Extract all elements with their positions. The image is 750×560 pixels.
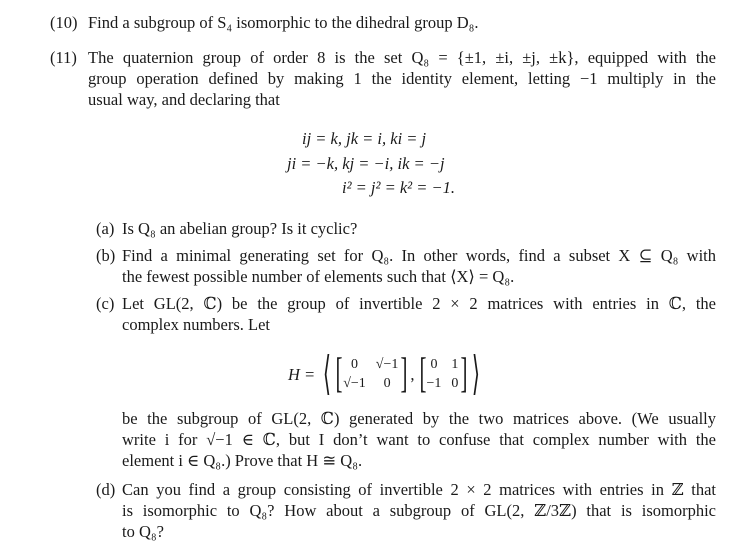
matrix-entry: 0 <box>451 376 459 391</box>
part-body <box>122 293 716 335</box>
text-line: Can you find a group consisting of invertible 2 × 2 matrices with entries in ℤ that <box>122 480 716 499</box>
part-body <box>122 408 716 471</box>
problem-body <box>88 47 716 110</box>
matrix-entry: 0 <box>430 357 438 372</box>
comma: , <box>410 364 415 384</box>
matrix-2 <box>427 355 459 393</box>
matrix-entry: −1 <box>426 376 442 391</box>
part-body <box>122 479 716 542</box>
part-label: (a) <box>96 219 115 238</box>
matrix-entry: 0 <box>350 357 358 372</box>
part-label: (b) <box>96 246 116 265</box>
matrix-entry: 0 <box>383 376 391 391</box>
text-line: to Q₈? <box>122 522 164 541</box>
text-line: be the subgroup of GL(2, ℂ) generated by the two matrices above. (We usually <box>122 409 716 428</box>
left-angle-bracket: ⟨ <box>323 348 332 399</box>
text-line: is isomorphic to Q₈? How about a subgroup of GL(2, ℤ/3ℤ) that is isomorphic <box>122 501 716 520</box>
text-line: group operation defined by making 1 the identity element, letting −1 multiply in the <box>88 69 716 88</box>
text-line: The quaternion group of order 8 is the set Q₈ = {±1, ±i, ±j, ±k}, equipped with the <box>88 48 716 67</box>
left-bracket: [ <box>335 351 343 397</box>
part-text: Is Q₈ an abelian group? Is it cyclic? <box>122 219 358 238</box>
right-bracket: ] <box>460 351 468 397</box>
right-angle-bracket: ⟩ <box>472 348 481 399</box>
h-label: H = <box>288 364 316 384</box>
relation-line-1: ij = k, jk = i, ki = j <box>302 129 427 148</box>
generated-subgroup-h <box>288 348 482 399</box>
text-line: usual way, and declaring that <box>88 90 280 109</box>
left-bracket: [ <box>419 351 426 397</box>
right-bracket: ] <box>400 351 408 397</box>
relation-line-2: ji = −k, kj = −i, ik = −j <box>287 154 445 173</box>
part-label: (c) <box>96 294 115 313</box>
part-body <box>122 245 716 287</box>
problem-number: (10) <box>50 13 78 32</box>
matrix-entry: √−1 <box>343 376 366 391</box>
matrix-entry: 1 <box>451 357 459 372</box>
part-label: (d) <box>96 480 116 499</box>
problem-text: Find a subgroup of S₄ isomorphic to the dihedral group D₈. <box>88 13 479 32</box>
text-line: complex numbers. Let <box>122 315 271 334</box>
relation-line-3: i² = j² = k² = −1. <box>342 178 455 197</box>
text-line: element i ∈ Q₈.) Prove that H ≅ Q₈. <box>122 451 363 470</box>
text-line: Find a minimal generating set for Q₈. In other words, find a subset X ⊆ Q₈ with <box>122 246 716 265</box>
text-line: write i for √−1 ∈ ℂ, but I don’t want to confuse that complex number with the <box>122 430 716 449</box>
matrix-1 <box>343 355 398 393</box>
problem-number: (11) <box>50 48 77 67</box>
text-line: Let GL(2, ℂ) be the group of invertible 2 × 2 matrices with entries in ℂ, the <box>122 294 716 313</box>
matrix-entry: √−1 <box>375 357 399 372</box>
text-line: the fewest possible number of elements such that ⟨X⟩ = Q₈. <box>122 267 515 286</box>
